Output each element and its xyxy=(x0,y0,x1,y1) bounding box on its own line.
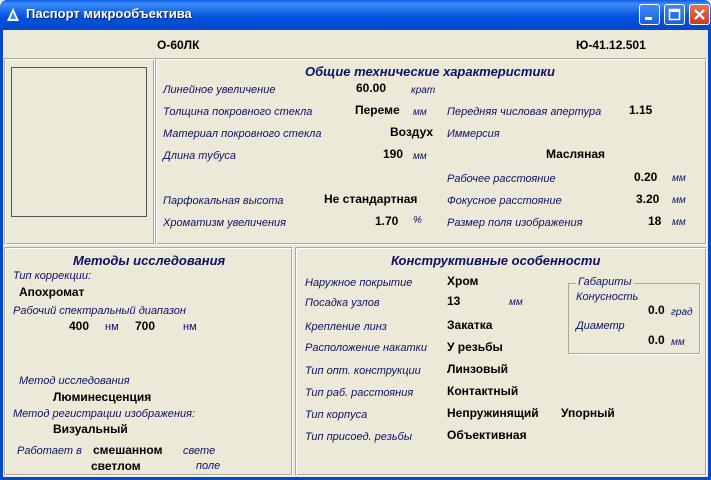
housing-type-label: Тип корпуса xyxy=(305,409,368,421)
working-distance-value: 0.20 xyxy=(634,170,658,184)
dimensions-title: Габариты xyxy=(578,276,632,288)
immersion-value: Масляная xyxy=(546,147,606,161)
research-method-value: Люминесценция xyxy=(53,390,152,404)
numerical-aperture-value: 1.15 xyxy=(629,103,653,117)
methods-heading: Методы исследования xyxy=(73,253,226,268)
minimize-button[interactable] xyxy=(639,4,660,25)
chromatic-magnification-label: Хроматизм увеличения xyxy=(163,217,287,229)
taper-unit: град xyxy=(671,307,693,318)
unit-fit-value: 13 xyxy=(447,294,461,308)
lens-mount-value: Закатка xyxy=(447,318,493,332)
spectral-range-label: Рабочий спектральный диапазон xyxy=(13,305,186,317)
knurl-location-label: Расположение накатки xyxy=(305,342,427,354)
unit-fit-label: Посадка узлов xyxy=(305,297,380,309)
maximize-button[interactable] xyxy=(664,4,685,25)
works-in-label: Работает в xyxy=(17,445,82,457)
tube-length-label: Длина тубуса xyxy=(163,150,237,162)
thread-type-label: Тип присоед. резьбы xyxy=(305,431,412,443)
image-registration-value: Визуальный xyxy=(53,422,128,436)
image-field-size-unit: мм xyxy=(672,217,686,228)
lens-mount-label: Крепление линз xyxy=(305,321,387,333)
cover-glass-material-label: Материал покровного стекла xyxy=(163,128,322,140)
research-method-label: Метод исследования xyxy=(19,375,130,387)
correction-type-value: Апохромат xyxy=(19,285,85,299)
focal-distance-value: 3.20 xyxy=(636,192,660,206)
knurl-location-value: У резьбы xyxy=(447,340,503,354)
close-button[interactable] xyxy=(689,4,710,25)
spectral-range-unit-from: нм xyxy=(105,321,119,333)
outer-coating-value: Хром xyxy=(447,274,479,288)
working-distance-label: Рабочее расстояние xyxy=(447,173,556,185)
focal-distance-unit: мм xyxy=(672,195,686,206)
tube-length-value: 190 xyxy=(383,147,404,161)
tube-length-unit: мм xyxy=(413,151,427,162)
parfocal-height-value: Не стандартная xyxy=(324,192,418,206)
cover-glass-thickness-value: Переме xyxy=(355,103,400,117)
diameter-label: Диаметр xyxy=(576,320,625,332)
works-in-suffix1: свете xyxy=(183,445,216,457)
works-in-value1: смешанном xyxy=(93,443,163,457)
image-registration-label: Метод регистрации изображения: xyxy=(13,408,196,420)
spectral-range-unit-to: нм xyxy=(183,321,197,333)
window-title: Паспорт микрообъектива xyxy=(26,6,192,21)
housing-type-value2: Упорный xyxy=(561,406,615,420)
working-distance-type-value: Контактный xyxy=(447,384,519,398)
cover-glass-thickness-label: Толщина покровного стекла xyxy=(163,106,313,118)
thread-type-value: Объективная xyxy=(447,428,527,442)
linear-magnification-value: 60.00 xyxy=(356,81,387,95)
optical-design-value: Линзовый xyxy=(447,362,509,376)
spectral-range-from: 400 xyxy=(69,319,90,333)
focal-distance-label: Фокусное расстояние xyxy=(447,195,562,207)
objective-photo xyxy=(11,67,147,217)
housing-type-value1: Непружинящий xyxy=(447,406,539,420)
app-icon xyxy=(5,7,21,23)
image-field-size-value: 18 xyxy=(648,214,662,228)
working-distance-unit: мм xyxy=(672,173,686,184)
model-code: Ю-41.12.501 xyxy=(576,38,646,52)
works-in-value2: светлом xyxy=(91,459,141,473)
minimize-icon xyxy=(640,5,659,24)
cover-glass-material-value: Воздух xyxy=(390,125,434,139)
maximize-icon xyxy=(665,5,684,24)
chromatic-magnification-unit: % xyxy=(413,215,422,226)
spectral-range-to: 700 xyxy=(135,319,156,333)
taper-value: 0.0 xyxy=(648,303,665,317)
linear-magnification-unit: крат xyxy=(411,85,436,96)
immersion-label: Иммерсия xyxy=(447,128,500,140)
outer-coating-label: Наружное покрытие xyxy=(305,277,413,289)
works-in-suffix2: поле xyxy=(196,460,221,472)
design-heading: Конструктивные особенности xyxy=(391,253,601,268)
model-name: О-60ЛК xyxy=(157,38,200,52)
parfocal-height-label: Парфокальная высота xyxy=(163,195,284,207)
optical-design-label: Тип опт. конструкции xyxy=(305,365,421,377)
correction-type-label: Тип коррекции: xyxy=(13,270,92,282)
unit-fit-unit: мм xyxy=(509,297,523,308)
image-field-size-label: Размер поля изображения xyxy=(447,217,583,229)
working-distance-type-label: Тип раб. расстояния xyxy=(305,387,414,399)
diameter-unit: мм xyxy=(671,337,685,348)
taper-label: Конусность xyxy=(576,291,639,303)
cover-glass-thickness-unit: мм xyxy=(413,107,427,118)
general-heading: Общие технические характеристики xyxy=(305,64,555,79)
diameter-value: 0.0 xyxy=(648,333,665,347)
chromatic-magnification-value: 1.70 xyxy=(375,214,399,228)
close-icon xyxy=(690,5,709,24)
title-bar[interactable] xyxy=(0,0,711,30)
numerical-aperture-label: Передняя числовая апертура xyxy=(447,106,602,118)
linear-magnification-label: Линейное увеличение xyxy=(163,84,276,96)
